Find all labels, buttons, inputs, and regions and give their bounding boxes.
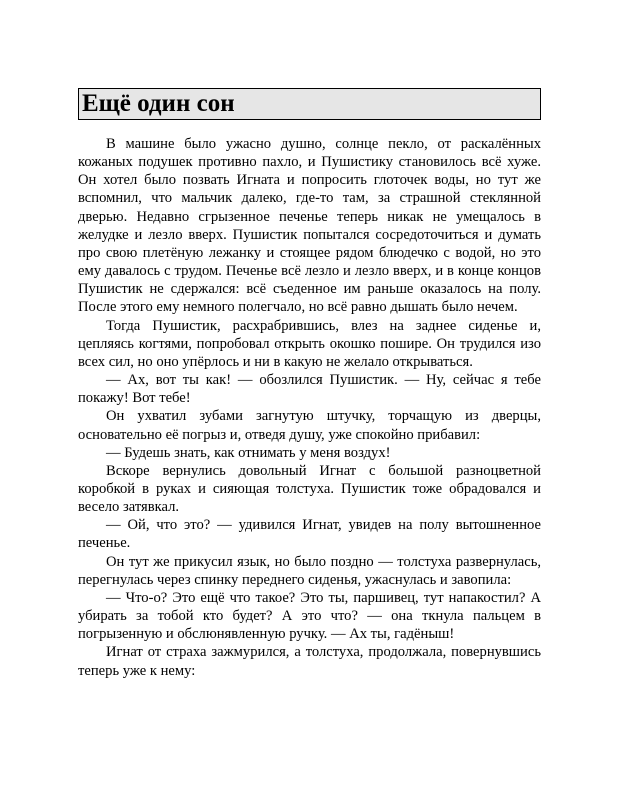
chapter-body xyxy=(78,135,541,680)
paragraph: Вскоре вернулись довольный Игнат с большой разноцветной коробкой в руках и сияющая толстуха. Пушистик тоже обрадовался и весело затявкал. xyxy=(78,462,541,516)
paragraph: Он ухватил зубами загнутую штучку, торчащую из дверцы, основательно её погрыз и, отведя душу, уже спокойно прибавил: xyxy=(78,408,541,443)
paragraph: Игнат от страха зажмурился, а толстуха, продолжала, повернувшись теперь уже к нему: xyxy=(78,644,541,679)
paragraph: — Будешь знать, как отнимать у меня воздух! xyxy=(106,444,391,461)
paragraph: — Ой, что это? — удивился Игнат, увидев на полу вытошненное печенье. xyxy=(78,517,541,552)
paragraph: Тогда Пушистик, расхрабрившись, влез на заднее сиденье и, цепляясь когтями, попробовал открыть окошко пошире. Он трудился изо всех сил, но оно упёрлось и ни в какую не желало открываться. xyxy=(78,317,541,370)
paragraph: В машине было ужасно душно, солнце пекло, от раскалённых кожаных подушек противно пахло, и Пушистику становилось всё хуже. Он хотел было позвать Игната и попросить глоточек воды, но тут же вспомнил, что мальчик далеко, где-то там, за страшной стеклянной дверью. Недавно сгрызенное печенье теперь никак не умещалось в желудке и лезло вверх. Пушистик попытался сосредоточиться и думать про свою плетёную лежанку и стоящее рядом блюдечко с водой, но это ему давалось с трудом. Печенье всё лезло и лезло вверх, и в конце концов Пушистик не сдержался: всё съеденное им раньше оказалось на полу. После этого ему немного полегчало, но всё равно дышать было нечем. xyxy=(78,136,541,316)
paragraph: — Ах, вот ты как! — обозлился Пушистик. — Ну, сейчас я тебе покажу! Вот тебе! xyxy=(78,372,541,407)
chapter-title: Ещё один сон xyxy=(78,88,541,120)
paragraph: Он тут же прикусил язык, но было поздно — толстуха развернулась, перегнулась через спинку переднего сиденья, ужаснулась и завопила: xyxy=(78,553,541,588)
book-page xyxy=(78,88,541,680)
paragraph: — Что-о? Это ещё что такое? Это ты, паршивец, тут напакостил? А убирать за тобой кто будет? А это что? — она ткнула пальцем в погрызенную и обслюнявленную ручку. — Ах ты, гадёныш! xyxy=(78,589,541,643)
